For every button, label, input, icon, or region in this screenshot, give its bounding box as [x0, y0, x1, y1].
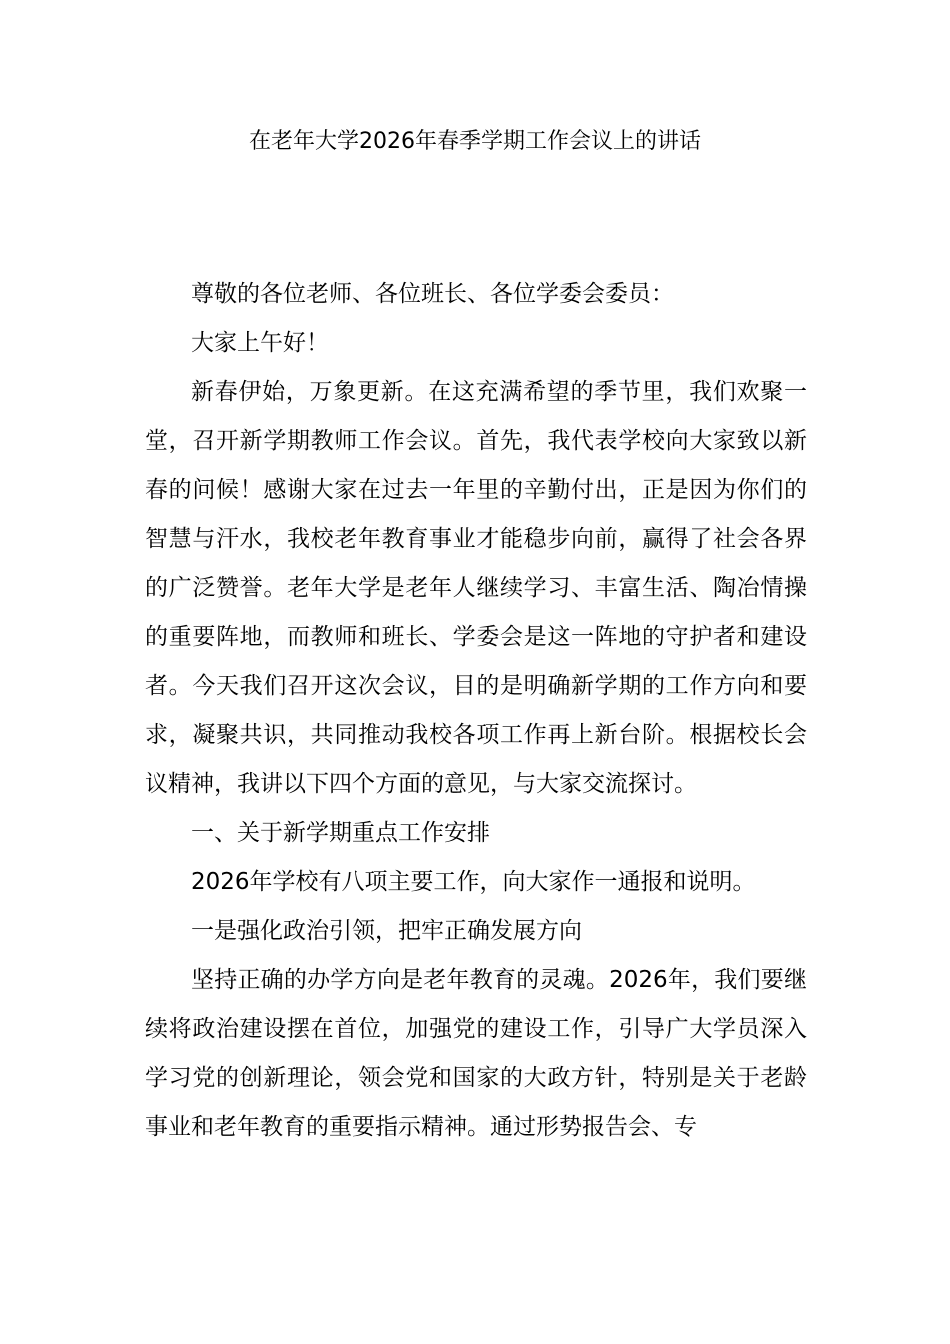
subsection-heading: 一是强化政治引领，把牢正确发展方向: [191, 918, 582, 944]
document-title: 在老年大学2026年春季学期工作会议上的讲话: [249, 129, 701, 154]
body-paragraph: 2026年学校有八项主要工作，向大家作一通报和说明。: [191, 869, 756, 895]
section-heading: 一、关于新学期重点工作安排: [191, 820, 490, 846]
salutation-paragraph: 尊敬的各位老师、各位班长、各位学委会委员：: [191, 281, 674, 307]
body-paragraph: 坚持正确的办学方向是老年教育的灵魂。2026年，我们要继续将政治建设摆在首位，加强党的建设工作，引导广大学员深入学习党的创新理论，领会党和国家的大政方针，特别是关于老龄事业和老年教育的重要指示精神。通过形势报告会、专: [145, 967, 807, 1140]
greeting-paragraph: 大家上午好！: [191, 330, 329, 356]
opening-paragraph: 新春伊始，万象更新。在这充满希望的季节里，我们欢聚一堂，召开新学期教师工作会议。首先，我代表学校向大家致以新春的问候！感谢大家在过去一年里的辛勤付出，正是因为你们的智慧与汗水，我校老年教育事业才能稳步向前，赢得了社会各界的广泛赞誉。老年大学是老年人继续学习、丰富生活、陶冶情操的重要阵地，而教师和班长、学委会是这一阵地的守护者和建设者。今天我们召开这次会议，目的是明确新学期的工作方向和要求，凝聚共识，共同推动我校各项工作再上新台阶。根据校长会议精神，我讲以下四个方面的意见，与大家交流探讨。: [145, 379, 807, 797]
document-body: [145, 270, 807, 1152]
